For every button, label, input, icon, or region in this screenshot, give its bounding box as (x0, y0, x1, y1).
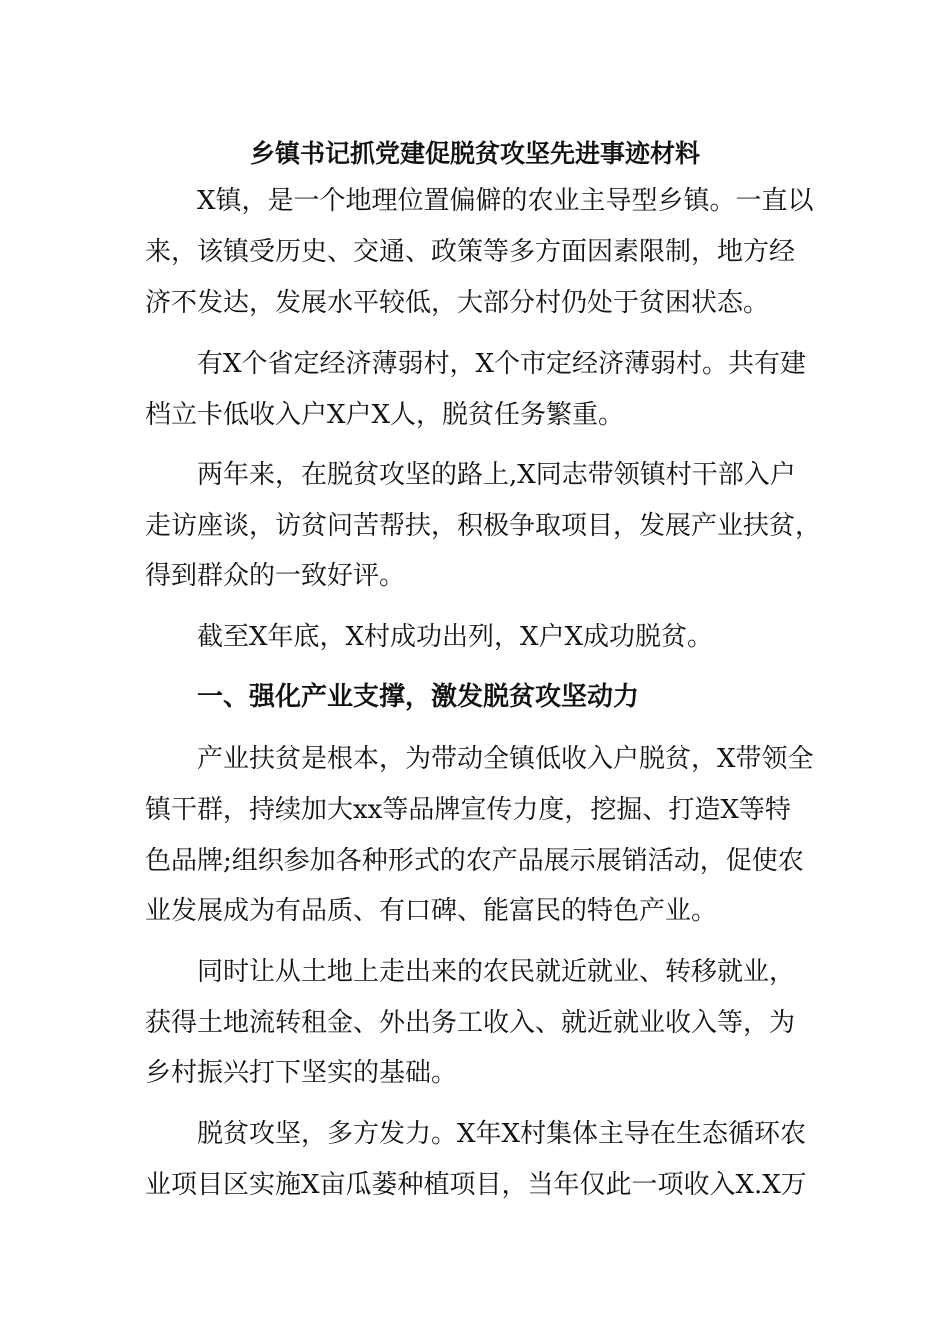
paragraph-3-line-2: 走访座谈，访贫问苦帮扶，积极争取项目，发展产业扶贫， (145, 511, 822, 541)
paragraph-1-line-3: 济不发达，发展水平较低，大部分村仍处于贫困状态。 (145, 288, 770, 318)
paragraph-7-line-2: 业项目区实施X亩瓜蒌种植项目，当年仅此一项收入X.X万 (145, 1170, 807, 1200)
paragraph-2-line-2: 档立卡低收入户X户X人，脱贫任务繁重。 (145, 400, 625, 430)
paragraph-7-line-1: 脱贫攻坚，多方发力。X年X村集体主导在生态循环农 (197, 1119, 807, 1149)
section-heading-1: 一、强化产业支撑，激发脱贫攻坚动力 (197, 682, 640, 712)
paragraph-6-line-1: 同时让从土地上走出来的农民就近就业、转移就业， (197, 957, 796, 987)
paragraph-5-line-2: 镇干群，持续加大xx等品牌宣传力度，挖掘、打造X等特 (145, 795, 791, 825)
paragraph-5-line-4: 业发展成为有品质、有口碑、能富民的特色产业。 (145, 896, 718, 926)
document-title: 乡镇书记抓党建促脱贫攻坚先进事迹材料 (249, 139, 700, 168)
paragraph-3-line-3: 得到群众的一致好评。 (145, 561, 406, 591)
paragraph-5-line-3: 色品牌;组织参加各种形式的农产品展示展销活动，促使农 (145, 846, 804, 876)
paragraph-2-line-1: 有X个省定经济薄弱村，X个市定经济薄弱村。共有建 (197, 349, 807, 379)
paragraph-1-line-2: 来，该镇受历史、交通、政策等多方面因素限制，地方经 (145, 237, 796, 267)
paragraph-1-line-1: X镇，是一个地理位置偏僻的农业主导型乡镇。一直以 (197, 186, 814, 216)
paragraph-6-line-2: 获得土地流转租金、外出务工收入、就近就业收入等，为 (145, 1008, 796, 1038)
paragraph-3-line-1: 两年来，在脱贫攻坚的路上,X同志带领镇村干部入户 (197, 460, 796, 490)
paragraph-4-line-1: 截至X年底，X村成功出列，X户X成功脱贫。 (197, 622, 714, 652)
paragraph-5-line-1: 产业扶贫是根本，为带动全镇低收入户脱贫，X带领全 (197, 744, 814, 774)
paragraph-6-line-3: 乡村振兴打下坚实的基础。 (145, 1058, 458, 1088)
